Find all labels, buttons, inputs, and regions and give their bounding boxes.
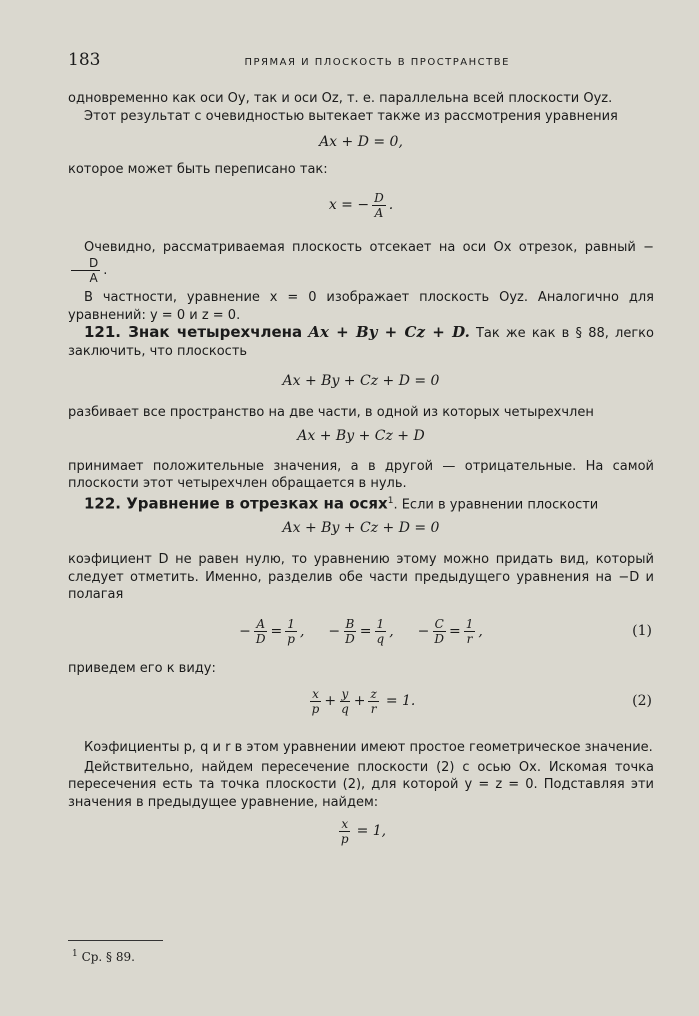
paragraph-5: В частности, уравнение x = 0 изображает плоскость Oyz. Аналогично для уравнений: y = 0 и z = 0. bbox=[68, 290, 654, 323]
page-number: 183 bbox=[68, 50, 101, 70]
paragraph-10: Коэфициенты p, q и r в этом уравнении имеют простое геометрическое значение. bbox=[84, 740, 653, 756]
paragraph-11: Действительно, найдем пересечение плоскости (2) с осью Ox. Искомая точка пересечения есть та точка плоскости (2), для которой y = z = 0. Подставляя эти значения в предыдущее уравнение, найдем: bbox=[68, 759, 654, 810]
equation-3 bbox=[68, 811, 654, 851]
eq1-term-1: − $\frac{A}{D}$ = $\frac{1}{p}$ , bbox=[239, 617, 305, 647]
eq1-term-3-den: D bbox=[434, 632, 444, 647]
eq3-rhs: = 1, bbox=[356, 822, 387, 839]
paragraph-8: коэфициент D не равен нулю, то уравнению этому можно придать вид, который следует отметить. Именно, разделив обе части предыдущего уравнения на −D и полагая bbox=[68, 552, 654, 603]
footnote-mark: 1 bbox=[72, 949, 78, 959]
fraction-numerator: D bbox=[71, 256, 100, 271]
equation-plane-2-text: Ax + By + Cz + D = 0 bbox=[282, 519, 440, 536]
page-header bbox=[68, 50, 654, 70]
eq1-term-1-den: D bbox=[255, 632, 266, 647]
eq1-term-3-num: C bbox=[434, 617, 444, 632]
equation-ax-d-text: Ax + D = 0, bbox=[319, 134, 403, 151]
paragraph-2: Этот результат с очевидностью вытекает также из рассмотрения уравнения bbox=[84, 108, 618, 124]
eq2-rhs: = 1. bbox=[385, 692, 416, 709]
paragraph-4: Очевидно, рассматриваемая плоскость отсекает на оси Ox отрезок, равный − $\frac{D}{A}$ . bbox=[68, 239, 654, 286]
fraction-d-over-a-inline bbox=[71, 256, 100, 285]
fraction-numerator: D bbox=[374, 191, 384, 205]
equation-2-number: (2) bbox=[632, 692, 652, 709]
running-head: ПРЯМАЯ И ПЛОСКОСТЬ В ПРОСТРАНСТВЕ bbox=[244, 57, 510, 68]
eq2-frac-1-num: x bbox=[312, 686, 319, 701]
section-122-text: Если в уравнении плоскости bbox=[401, 496, 599, 512]
eq1-term-2-rnum: 1 bbox=[376, 617, 385, 632]
eq2-frac-2-num: y bbox=[341, 686, 349, 701]
eq2-frac-3-den: r bbox=[370, 701, 377, 716]
equation-plane-1 bbox=[68, 360, 654, 404]
eq2-frac-3-num: z bbox=[370, 686, 377, 701]
eq1-term-3-rnum: 1 bbox=[465, 617, 474, 632]
paragraph-6: разбивает все пространство на две части, в одной из которых четырехчлен bbox=[68, 405, 594, 420]
section-122-heading: 122. Уравнение в отрезках на осях$^1$. Если в уравнении плоскости bbox=[84, 493, 599, 512]
section-121-text: Так же как в § 88, легко заключить, что плоскость bbox=[68, 326, 654, 359]
equation-quadrinomial bbox=[68, 422, 654, 452]
equation-ax-d bbox=[68, 125, 654, 161]
eq1-term-3-rden: r bbox=[466, 632, 473, 647]
section-121-title: 121. Знак четырехчлена bbox=[84, 323, 303, 341]
paragraph-7: принимает положительные значения, а в другой — отрицательные. На самой плоскости этот четырехчлен обращается в нуль. bbox=[68, 458, 654, 491]
eq1-term-1-rden: p bbox=[287, 632, 295, 647]
eq2-frac-2-den: q bbox=[341, 701, 349, 716]
equation-plane-2 bbox=[68, 513, 654, 543]
paragraph-3: которое может быть переписано так: bbox=[68, 162, 328, 177]
page-body bbox=[68, 90, 654, 851]
eq1-term-2-num: B bbox=[345, 617, 355, 632]
equation-plane-1-text: Ax + By + Cz + D = 0 bbox=[282, 373, 440, 390]
equation-1 bbox=[68, 604, 654, 660]
footnote-text: Ср. § 89. bbox=[81, 950, 135, 964]
paragraph-1: одновременно как оси Oy, так и оси Oz, т. е. параллельна всей плоскости Oyz. bbox=[68, 91, 613, 106]
equation-x-lhs: x = − bbox=[328, 196, 370, 213]
section-121-expression: Ax + By + Cz + D. bbox=[308, 323, 470, 341]
paragraph-4-text: Очевидно, рассматриваемая плоскость отсекает на оси Ox отрезок, равный − bbox=[84, 239, 654, 255]
eq1-term-2-den: D bbox=[345, 632, 355, 647]
eq1-term-1-num: A bbox=[256, 617, 266, 632]
fraction-denominator: A bbox=[374, 206, 384, 220]
equation-x-fraction: x = − $\frac{D}{A}$ . bbox=[328, 191, 394, 220]
section-122-title: 122. Уравнение в отрезках на осях bbox=[84, 493, 388, 512]
footnote-divider bbox=[68, 940, 163, 941]
equation-2: $\frac{x}{p}$ + $\frac{y}{q}$ + $\frac{z}{r}$ = 1. (2) bbox=[311, 686, 652, 716]
footnote-ref: 1 bbox=[387, 495, 394, 506]
eq3-den: p bbox=[340, 831, 349, 846]
eq1-term-1-rnum: 1 bbox=[287, 617, 295, 632]
eq3-num: x bbox=[341, 816, 349, 831]
eq2-frac-1-den: p bbox=[311, 701, 320, 716]
equation-quadrinomial-text: Ax + By + Cz + D bbox=[297, 427, 425, 444]
eq1-term-2-rden: q bbox=[376, 632, 385, 647]
equation-1-number: (1) bbox=[632, 623, 652, 640]
footnote bbox=[72, 949, 135, 964]
eq1-term-2: − $\frac{B}{D}$ = $\frac{1}{q}$ , bbox=[328, 617, 394, 647]
fraction-denominator: A bbox=[89, 271, 98, 285]
eq1-term-3: − $\frac{C}{D}$ = $\frac{1}{r}$ , bbox=[417, 617, 483, 647]
paragraph-9: приведем его к виду: bbox=[68, 660, 216, 676]
fraction-d-over-a bbox=[372, 191, 386, 220]
section-121-heading bbox=[68, 324, 654, 360]
